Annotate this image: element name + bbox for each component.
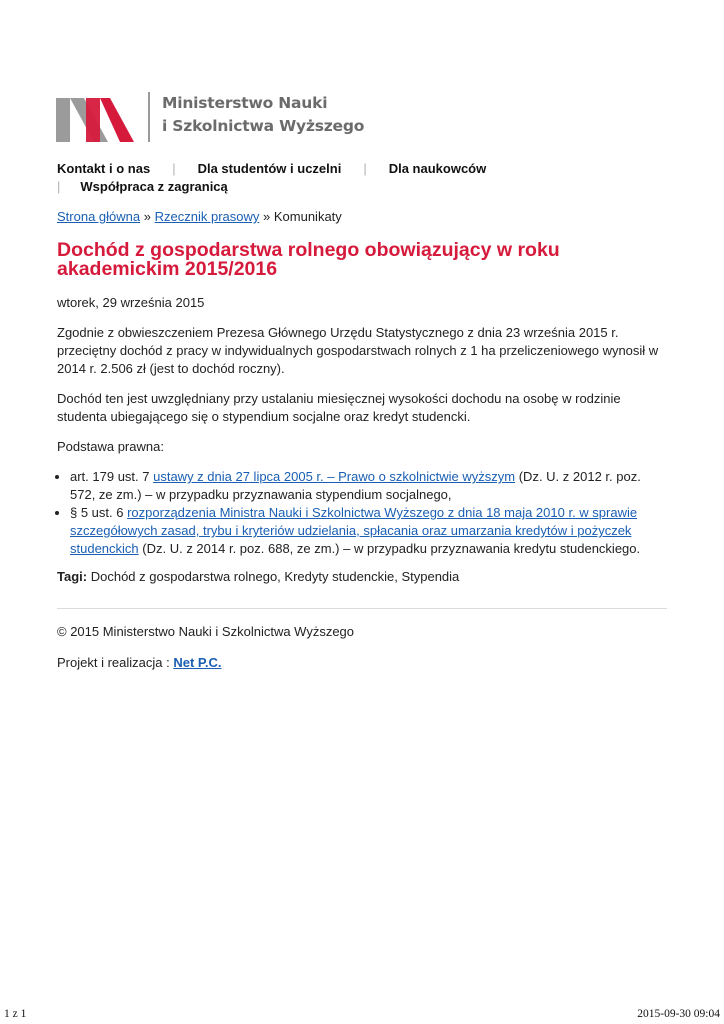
tags-list: Dochód z gospodarstwa rolnego, Kredyty studenckie, Stypendia bbox=[90, 569, 460, 584]
breadcrumb-separator: » bbox=[143, 209, 151, 224]
page-title: Dochód z gospodarstwa rolnego obowiązujący w roku akademickim 2015/2016 bbox=[57, 239, 560, 280]
list-item-suffix: (Dz. U. z 2012 r. poz. 572, ze zm.) – w przypadku przyznawania stypendium socjalnego, bbox=[70, 469, 641, 502]
breadcrumb-home-link[interactable]: Strona główna bbox=[57, 209, 141, 224]
nav-separator: | bbox=[57, 179, 61, 194]
print-timestamp: 2015-09-30 09:04 bbox=[637, 1008, 720, 1020]
tags-label: Tagi: bbox=[57, 569, 88, 584]
nav-item-international[interactable]: Współpraca z zagranicą bbox=[80, 179, 228, 194]
breadcrumb-current: Komunikaty bbox=[273, 209, 342, 224]
footer-divider bbox=[57, 608, 667, 609]
breadcrumb bbox=[57, 209, 342, 224]
logo-wordmark bbox=[162, 92, 364, 138]
list-item-suffix: (Dz. U. z 2014 r. poz. 688, ze zm.) – w przypadku przyznawania kredytu studenckiego. bbox=[138, 541, 641, 556]
act-link[interactable]: ustawy z dnia 27 lipca 2005 r. – Prawo o szkolnictwie wyższym bbox=[153, 469, 516, 484]
list-item bbox=[70, 468, 667, 504]
article-tags bbox=[57, 568, 667, 586]
list-item-prefix: art. 179 ust. 7 bbox=[70, 469, 154, 484]
legal-basis-label: Podstawa prawna: bbox=[57, 439, 164, 454]
logo-line-1: Ministerstwo Nauki bbox=[162, 94, 328, 112]
main-navigation bbox=[57, 160, 677, 196]
print-page-number: 1 z 1 bbox=[4, 1008, 27, 1020]
footer-credit bbox=[57, 655, 222, 670]
article-body bbox=[57, 294, 667, 586]
list-item-prefix: § 5 ust. 6 bbox=[70, 505, 128, 520]
article-paragraph-1: Zgodnie z obwieszczeniem Prezesa Głównego Urzędu Statystycznego z dnia 23 września 2015 r. przeciętny dochód z pracy w indywidualnych gospodarstwach rolnych z 1 ha przeliczeniowego wynosił w 2014 r. 2.506 zł (jest to dochód roczny). bbox=[57, 325, 659, 376]
nav-item-scientists[interactable]: Dla naukowców bbox=[388, 161, 487, 176]
list-item bbox=[70, 504, 667, 558]
article-paragraph-2: Dochód ten jest uwzględniany przy ustalaniu miesięcznej wysokości dochodu na osobę w rodzinie studenta ubiegającego się o stypendium socjalne oraz kredyt studencki. bbox=[57, 391, 621, 424]
breadcrumb-section-link[interactable]: Rzecznik prasowy bbox=[154, 209, 260, 224]
credit-link[interactable]: Net P.C. bbox=[173, 655, 222, 670]
logo-line-2: i Szkolnictwa Wyższego bbox=[162, 117, 365, 135]
nav-separator: | bbox=[172, 161, 176, 176]
ministry-logo-icon bbox=[56, 94, 136, 142]
logo-divider bbox=[148, 92, 150, 142]
nav-item-contact[interactable]: Kontakt i o nas bbox=[57, 161, 151, 176]
nav-item-students[interactable]: Dla studentów i uczelni bbox=[197, 161, 342, 176]
legal-basis-list bbox=[57, 468, 667, 558]
credit-label: Projekt i realizacja : bbox=[57, 655, 174, 670]
footer-copyright: © 2015 Ministerstwo Nauki i Szkolnictwa Wyższego bbox=[57, 624, 355, 639]
nav-separator: | bbox=[363, 161, 367, 176]
article-date: wtorek, 29 września 2015 bbox=[57, 295, 205, 310]
ministry-logo[interactable] bbox=[56, 90, 386, 146]
breadcrumb-separator: » bbox=[263, 209, 271, 224]
regulation-link[interactable]: rozporządzenia Ministra Nauki i Szkolnictwa Wyższego z dnia 18 maja 2010 r. w sprawie szczegółowych zasad, trybu i kryteriów udzielania, spłacania oraz umarzania kredytów i pożyczek studenckich bbox=[70, 505, 638, 556]
